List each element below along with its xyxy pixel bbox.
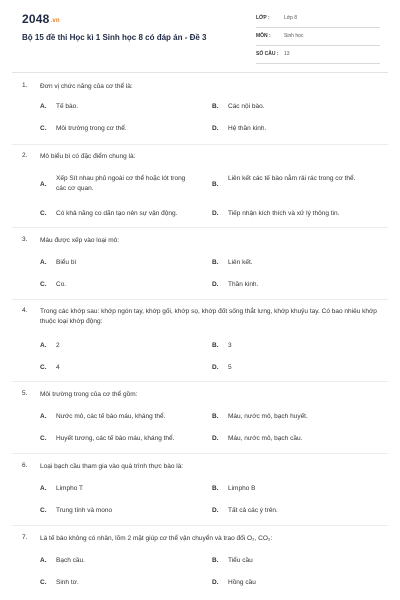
header-divider [12,72,388,73]
document-title: Bộ 15 đề thi Học kì 1 Sinh học 8 có đáp án - Đề 3 [22,33,207,42]
meta-class: LỚP : Lớp 8 [256,12,380,28]
exam-meta [256,12,380,66]
meta-subject: MÔN : Sinh học [256,30,380,46]
question-separator [12,453,388,454]
question-separator [12,227,388,228]
meta-question-count: SỐ CÂU : 13 [256,48,380,64]
question-separator [12,381,388,382]
question-separator [12,525,388,526]
question-separator [12,144,388,145]
exam-page: 2048.vn Bộ 15 đề thi Học kì 1 Sinh học 8 có đáp án - Đề 3 LỚP : Lớp 8 MÔN : Sinh học SỐ CÂU : 13 1. Đơn vị chức năng của cơ thể là: A. Tế bào. B. Các nội bào. C. Môi trường trong cơ thể. D. Hệ thần kinh. 2. Mô biểu bì có đặc điểm chung là: A. Xếp Sít nhau phủ ngoài cơ thể hoặc lót trong các cơ quan. B. Liên kết các tế bào nằm rải rác trong cơ thể. C. Có khả năng co dãn tạo nên sự vận động. D. Tiếp nhận kích thích và xử lý thông tin. 3. Máu được xếp vào loại mô: A. Biểu bì B. Liên kết. C. Co. D. Thần kinh. 4. Trong các khớp sau: khớp ngón tay, khớp gối, khớp sọ, khớp đốt sống thắt lưng, khớp khuỷu tay. Có bao nhiêu khớp thuộc loại khớp động: A. 2 B. 3 C. 4 D. 5 5. Môi trường trong của cơ thể gồm: A. Nước mô, các tế bào máu, kháng thể. B. Máu, nước mô, bạch huyết. C. Huyết tương, các tế bào máu, kháng thể. D. Máu, nước mô, bạch cầu. 6. Loại bạch cầu tham gia vào quá trình thực bào là: A. Limpho T B. Limpho B C. Trung tính và mono D. Tất cả các ý trên. 7. Là tế bào không có nhân, lõm 2 mặt giúp cơ thể vận chuyển và trao đổi O₂, CO₂: A. Bạch cầu. B. Tiểu cầu C. Sinh tơ. D. Hồng cầu [0,0,400,600]
site-logo[interactable]: 2048.vn [22,12,60,26]
document-header [0,0,400,72]
question-separator [12,299,388,300]
